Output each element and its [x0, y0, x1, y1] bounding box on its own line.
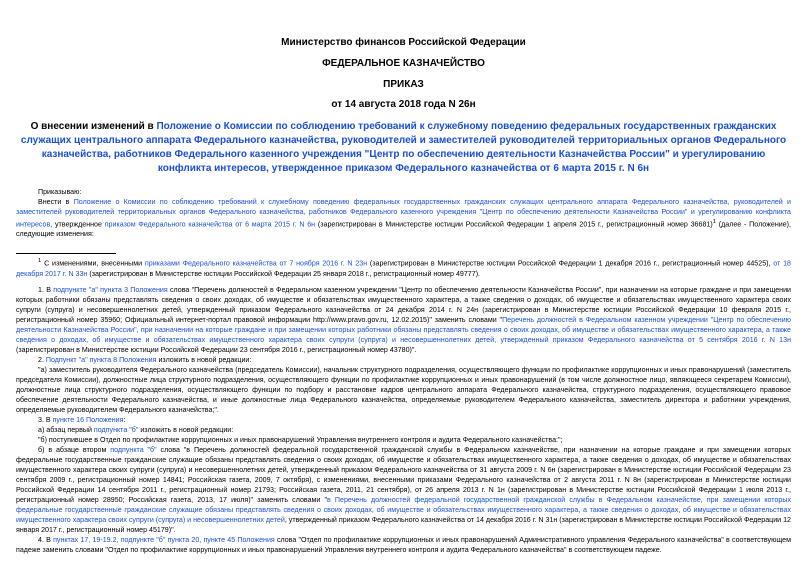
footnote-mid: (зарегистрирован в Министерстве юстиции Российской Федерации 1 декабря 2016 г., регистрационный номер 44525),	[367, 259, 774, 268]
item-2-text: изложить в новой редакции:	[156, 355, 252, 364]
item-4-number: 4. В	[38, 535, 54, 544]
item-1-number: 1. В	[38, 285, 54, 294]
footnote-prefix: С изменениями, внесенными	[41, 259, 145, 268]
intro-end: (далее - Положение), следующие изменения:	[16, 220, 791, 239]
item-2-quote: "а) заместитель руководителя Федерального казначейства (председатель Комиссии), начальник структурного подразделения, осуществляющего функции по профилактике коррупционных и иных правонарушений (заместитель председателя Комиссии), должностные лица структурного подразделения, осуществляющего функции по профилактике коррупционных и иных правонарушений (в том числе должностное лицо, являющееся секретарем Комиссии), должностные лица структурного подразделения, осуществляющего функции по подбору и расстановке кадров центрального аппарата Федерального казначейства, структурного подразделения, осуществляющего правовое обеспечение деятельности Федерального казначейства, и иные должностные лица Федерального казначейства, определяемые руководителем Федерального казначейства, заместитель директора и работники учреждения, определяемые руководителем Федерального казначейства;".	[16, 365, 791, 414]
item-3a-text: изложить в новой редакции:	[138, 425, 234, 434]
item-3-link[interactable]: пункте 16 Положения	[52, 415, 124, 424]
item-3-number: 3. В	[38, 415, 53, 424]
item-3a-quote: "б) поступившее в Отдел по профилактике коррупционных и иных правонарушений Управления внутреннего контроля и аудита Федерального казначейства:";	[38, 435, 563, 444]
item-3b-text-end: , утвержденный приказом Федерального казначейства от 14 декабря 2016 г. N 31н (зарегистрирован в Министерстве юстиции Российской Федерации 12 января 2017 г., регистрационный номер 45179)".	[16, 515, 792, 534]
intro-paragraph	[16, 197, 791, 239]
item-2-number: 2.	[38, 355, 46, 364]
item-3b-prefix: б) в абзаце втором	[38, 445, 111, 454]
title-regulation-link[interactable]: Положение о Комиссии по соблюдению требований к служебному поведению федеральных государственных гражданских служащих центрального аппарата Федерального казначейства, руководителей и заместителей руководителей территориальных органов Федерального казначейства, работников Федерального казенного учреждения "Центр по обеспечению деятельности Казначейства России" и урегулированию конфликта интересов, утвержденное приказом Федерального казначейства от 6 марта 2015 г. N 6н	[20, 121, 787, 174]
intro-prefix: Внести в	[38, 198, 74, 206]
title-prefix: О внесении изменений в	[30, 121, 157, 132]
item-1-text: слова "Перечень должностей в Федеральном казенном учреждении "Центр по обеспечению деятельности Казначейства России", при назначении на которые граждане и при замещении которых работники обязаны представлять сведения о своих доходах, об имуществе и обязательствах имущественного характера, а также сведения о доходах, об имуществе и обязательствах имущественного характера своих супруги (супруга) и несовершеннолетних детей, утвержденный приказом Федерального казначейства от 24 декабря 2014 г. N 24н (зарегистрирован в Министерстве юстиции Российской Федерации 10 февраля 2015 г., регистрационный номер 35960; Официальный интернет-портал правовой информации http://www.pravo.gov.ru, 12.02.2015)" заменить словами "	[16, 285, 791, 324]
item-4	[16, 535, 791, 555]
footnote	[16, 256, 791, 278]
footnote-post: (зарегистрирован в Министерстве юстиции Российской Федерации 25 января 2018 г., регистрационный номер 49777).	[87, 269, 481, 278]
item-3b-link-list[interactable]: в Перечень должностей федеральной государственной гражданской службы в Федеральном казначействе, при замещении которых федеральные государственные гражданские служащие обязаны представлять сведения о своих доходах, об имуществе и обязательствах имущественного характера, а также сведения о доходах, об имуществе и обязательствах имущественного характера своих супруги (супруга) и несовершеннолетних детей	[16, 495, 791, 524]
item-1-link-subpoint[interactable]: подпункте "а" пункта 3 Положения	[53, 285, 168, 294]
item-3b	[16, 445, 791, 535]
footnote-link-23n[interactable]: приказами Федерального казначейства от 7 ноября 2016 г. N 23н	[144, 259, 368, 268]
orders-line: Приказываю:	[38, 188, 82, 196]
item-1-link-list[interactable]: Перечень должностей в Федеральном казенном учреждении "Центр по обеспечению деятельности Казначейства России", при назначении на которые граждане и при замещении которых работники обязаны представлять сведения о своих доходах, об имуществе и обязательствах имущественного характера, а также сведения о доходах, об имуществе и обязательствах имущественного характера своих супруги (супруга) и несовершеннолетних детей, утвержденный приказом Федерального казначейства от 5 сентября 2016 г. N 13н	[16, 315, 791, 344]
item-1	[16, 285, 791, 355]
item-1-text-end: (зарегистрирован в Министерстве юстиции Российской Федерации 23 сентября 2016 г., регистрационный номер 43780)".	[16, 345, 417, 354]
item-3-text: :	[123, 415, 126, 424]
intro-post: (зарегистрирован в Министерстве юстиции Российской Федерации 1 апреля 2015 г., регистрационный номер 36681)	[315, 220, 713, 229]
footnote-ref[interactable]: 1	[712, 219, 716, 225]
regulation-link[interactable]: Положение о Комиссии по соблюдению требований к служебному поведению федеральных государственных гражданских служащих центрального аппарата Федерального казначейства, руководителей и заместителей руководителей территориальных органов Федерального казначейства, работников Федерального казенного учреждения "Центр по обеспечению деятельности Казначейства России" и урегулированию конфликта интересов	[16, 198, 791, 229]
item-3a	[16, 425, 791, 435]
item-3a-prefix: а) абзац первый	[38, 425, 94, 434]
item-2-link[interactable]: Подпункт "а" пункта 8 Положения	[45, 355, 157, 364]
item-4-text: слова "Отдел по профилактике коррупционных и иных правонарушений Административного управления Федерального казначейства" в соответствующем падеже заменить словами "Отдел по профилактике коррупционных и иных правонарушений Управления внутреннего контроля и аудита Федерального казначейства" в соответствующем падеже.	[16, 535, 791, 554]
document-body	[16, 187, 791, 555]
footnote-divider	[16, 253, 116, 254]
item-4-link[interactable]: пунктах 17, 19-19.2, подпункте "б" пункта 20, пункте 45 Положения	[53, 535, 275, 544]
item-2	[16, 355, 791, 365]
intro-mid: , утвержденное	[50, 220, 105, 229]
item-3b-link[interactable]: подпункта "б"	[110, 445, 157, 454]
footnote-link-33n[interactable]: от 18 декабря 2017 г. N 33н	[16, 259, 791, 278]
treasury-heading: ФЕДЕРАЛЬНОЕ КАЗНАЧЕЙСТВО	[322, 58, 485, 69]
item-3	[16, 415, 791, 425]
order-6n-link[interactable]: приказом Федерального казначейства от 6 марта 2015 г. N 6н	[104, 220, 316, 229]
item-3a-link[interactable]: подпункта "б"	[93, 425, 139, 434]
document-title	[16, 120, 791, 176]
order-heading: ПРИКАЗ	[383, 79, 424, 90]
footnote-mark: 1	[38, 258, 42, 265]
order-date: от 14 августа 2018 года N 26н	[331, 99, 476, 110]
item-3b-text: слова "в Перечень должностей федеральной государственной гражданской службы в Федеральном казначействе, при назначении на которые граждане и при замещении которых федеральные государственные гражданские служащие обязаны представлять сведения о своих доходах, об имуществе и обязательствах имущественного характера, а также сведения о доходах, об имуществе и обязательствах имущественного характера своих супруги (супруга) и несовершеннолетних детей, утвержденный приказом Федерального казначейства от 31 августа 2009 г. N 6н (зарегистрирован в Министерстве юстиции Российской Федерации 23 сентября 2009 г., регистрационный номер 14841; Российская газета, 2009, 7 октября), с изменениями, внесенными приказами Федерального казначейства от 2 августа 2011 г. N 8н (зарегистрирован в Министерстве юстиции Российской Федерации 14 сентября 2011 г., регистрационный номер 21793; Российская газета, 2011, 21 сентября), от 26 апреля 2013 г. N 1н (зарегистрирован в Министерстве юстиции Российской Федерации 1 июля 2013 г., регистрационный номер 28950; Российская газета, 2013, 17 июля)" заменить словами "	[16, 445, 791, 504]
ministry-heading: Министерство финансов Российской Федерации	[281, 37, 526, 48]
